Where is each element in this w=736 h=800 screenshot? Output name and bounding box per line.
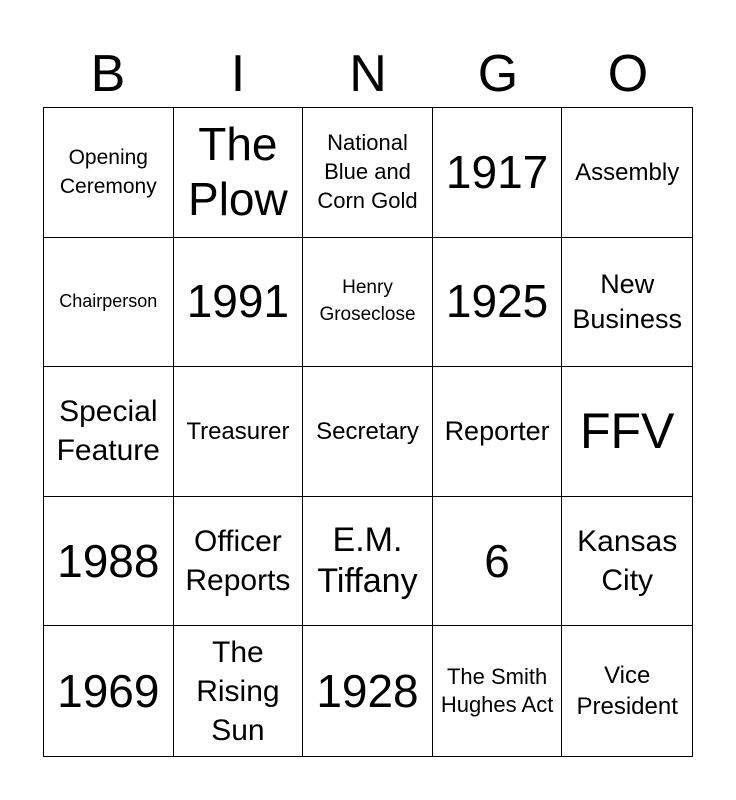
cell-text: Assembly (575, 158, 680, 186)
bingo-cell-r3-c1[interactable] (174, 497, 304, 627)
bingo-cell-r1-c0[interactable] (44, 238, 174, 368)
bingo-cell-r3-c2[interactable] (303, 497, 433, 627)
bingo-cell-r1-c3[interactable] (433, 238, 563, 368)
bingo-cell-r3-c0[interactable] (44, 497, 174, 627)
cell-text: The Smith Hughes Act (440, 663, 554, 718)
bingo-cell-r0-c2[interactable] (303, 108, 433, 238)
cell-text: Henry Groseclose (319, 277, 416, 325)
header-letter-g: G (477, 45, 519, 103)
bingo-cell-r0-c1[interactable] (174, 108, 304, 238)
bingo-cell-r1-c1[interactable] (174, 238, 304, 368)
bingo-header (43, 40, 693, 108)
header-letter-i: I (230, 45, 246, 103)
header-letter-n: N (349, 45, 387, 103)
cell-text: Special Feature (56, 395, 160, 468)
cell-text: Treasurer (186, 417, 290, 445)
bingo-cell-r4-c2[interactable] (303, 626, 433, 756)
cell-text: Reporter (444, 415, 550, 446)
header-letter-b: B (90, 45, 126, 103)
header-letter-o: O (607, 45, 649, 103)
cell-text: FFV (579, 402, 675, 459)
cell-text: The Plow (188, 118, 288, 226)
cell-text: Officer Reports (185, 525, 291, 598)
bingo-cell-r2-c3[interactable] (433, 367, 563, 497)
bingo-cell-r0-c4[interactable] (562, 108, 692, 238)
bingo-cell-r0-c0[interactable] (44, 108, 174, 238)
cell-text: Vice President (576, 662, 678, 721)
cell-text: Opening Ceremony (59, 145, 157, 199)
bingo-cell-r4-c0[interactable] (44, 626, 174, 756)
bingo-cell-r4-c3[interactable] (433, 626, 563, 756)
bingo-cell-r1-c2[interactable] (303, 238, 433, 368)
cell-text: Chairperson (59, 291, 158, 312)
cell-text: Kansas City (577, 525, 678, 598)
bingo-cell-r2-c4[interactable] (562, 367, 692, 497)
cell-text: New Business (572, 268, 682, 334)
bingo-card (43, 107, 693, 757)
bingo-cell-r0-c3[interactable] (433, 108, 563, 238)
bingo-cell-r4-c4[interactable] (562, 626, 692, 756)
cell-text: 1969 (57, 664, 160, 717)
cell-text: E.M. Tiffany (317, 521, 418, 601)
bingo-cell-r2-c0[interactable] (44, 367, 174, 497)
cell-text: The Rising Sun (196, 635, 280, 747)
bingo-cell-r2-c2[interactable] (303, 367, 433, 497)
bingo-cell-r1-c4[interactable] (562, 238, 692, 368)
bingo-cell-r2-c1[interactable] (174, 367, 304, 497)
cell-text: National Blue and Corn Gold (317, 130, 418, 213)
cell-text: 1917 (445, 145, 549, 198)
cell-text: 1928 (316, 664, 419, 717)
cell-text: 6 (484, 534, 510, 587)
cell-text: 1991 (186, 275, 290, 328)
cell-text: 1988 (57, 534, 160, 587)
bingo-cell-r3-c4[interactable] (562, 497, 692, 627)
cell-text: Secretary (316, 417, 419, 445)
bingo-cell-r3-c3[interactable] (433, 497, 563, 627)
bingo-cell-r4-c1[interactable] (174, 626, 304, 756)
cell-text: 1925 (445, 275, 549, 328)
